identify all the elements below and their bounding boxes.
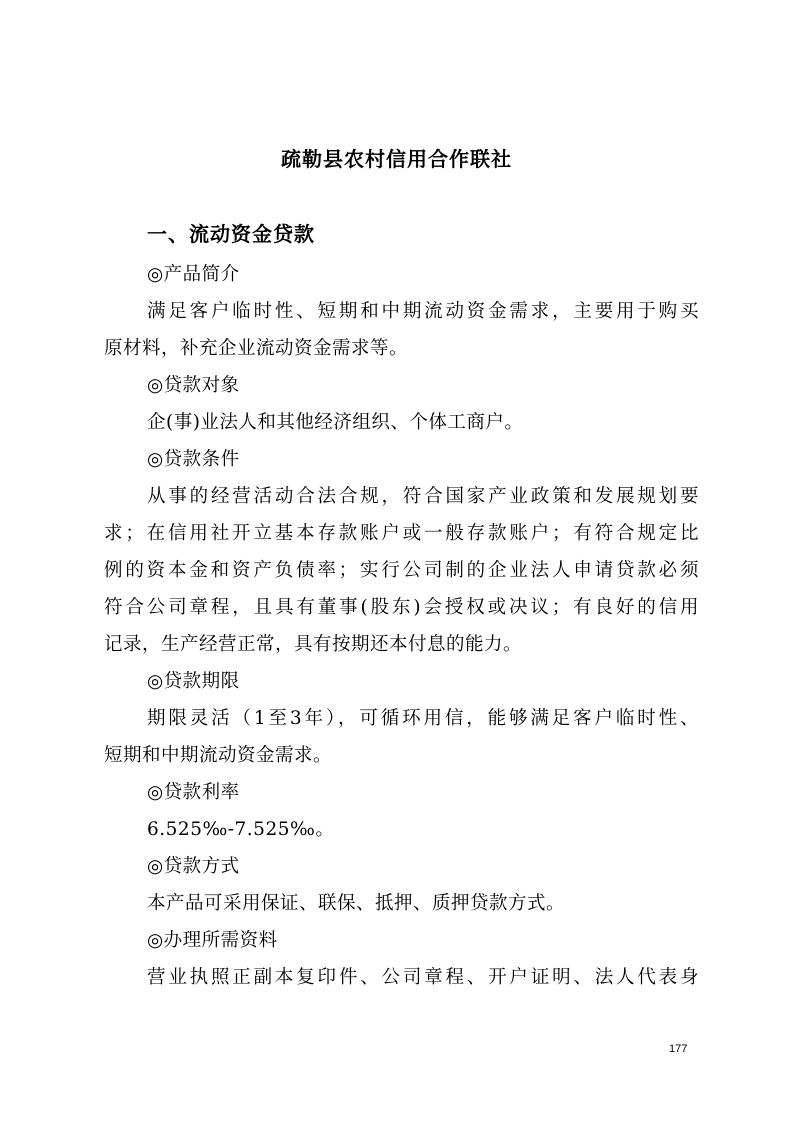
paragraph-line: 从事的经营活动合法合规，符合国家产业政策和发展规划要 — [147, 486, 699, 507]
section-heading: 一、流动资金贷款 — [147, 222, 315, 246]
page-title: 疏勒县农村信用合作联社 — [281, 147, 512, 171]
subheading-loan-conditions: ◎贷款条件 — [147, 449, 240, 470]
subheading-product-intro: ◎产品简介 — [147, 264, 240, 285]
subheading-loan-rate: ◎贷款利率 — [147, 782, 240, 803]
paragraph-line: 短期和中期流动资金需求。 — [104, 745, 333, 766]
subheading-loan-term: ◎贷款期限 — [147, 671, 240, 692]
paragraph-line: 期限灵活（1至3年），可循环用信，能够满足客户临时性、 — [147, 708, 699, 729]
paragraph-line: 求；在信用社开立基本存款账户或一般存款账户；有符合规定比 — [104, 523, 699, 544]
paragraph-line: 营业执照正副本复印件、公司章程、开户证明、法人代表身 — [147, 967, 699, 988]
paragraph-line: 原材料，补充企业流动资金需求等。 — [104, 338, 409, 359]
paragraph-line: 例的资本金和资产负债率；实行公司制的企业法人申请贷款必须 — [104, 560, 699, 581]
paragraph-line: 符合公司章程，且具有董事(股东)会授权或决议；有良好的信用 — [104, 597, 699, 618]
paragraph-line: 企(事)业法人和其他经济组织、个体工商户。 — [147, 412, 524, 433]
paragraph-line: 6.525‰-7.525‰。 — [147, 819, 335, 840]
paragraph-line: 本产品可采用保证、联保、抵押、质押贷款方式。 — [147, 893, 566, 914]
subheading-loan-method: ◎贷款方式 — [147, 856, 240, 877]
subheading-required-materials: ◎办理所需资料 — [147, 930, 278, 951]
paragraph-line: 满足客户临时性、短期和中期流动资金需求，主要用于购买 — [147, 301, 699, 322]
page-number: 177 — [669, 1043, 688, 1055]
subheading-loan-target: ◎贷款对象 — [147, 375, 240, 396]
paragraph-line: 记录，生产经营正常，具有按期还本付息的能力。 — [104, 634, 523, 655]
